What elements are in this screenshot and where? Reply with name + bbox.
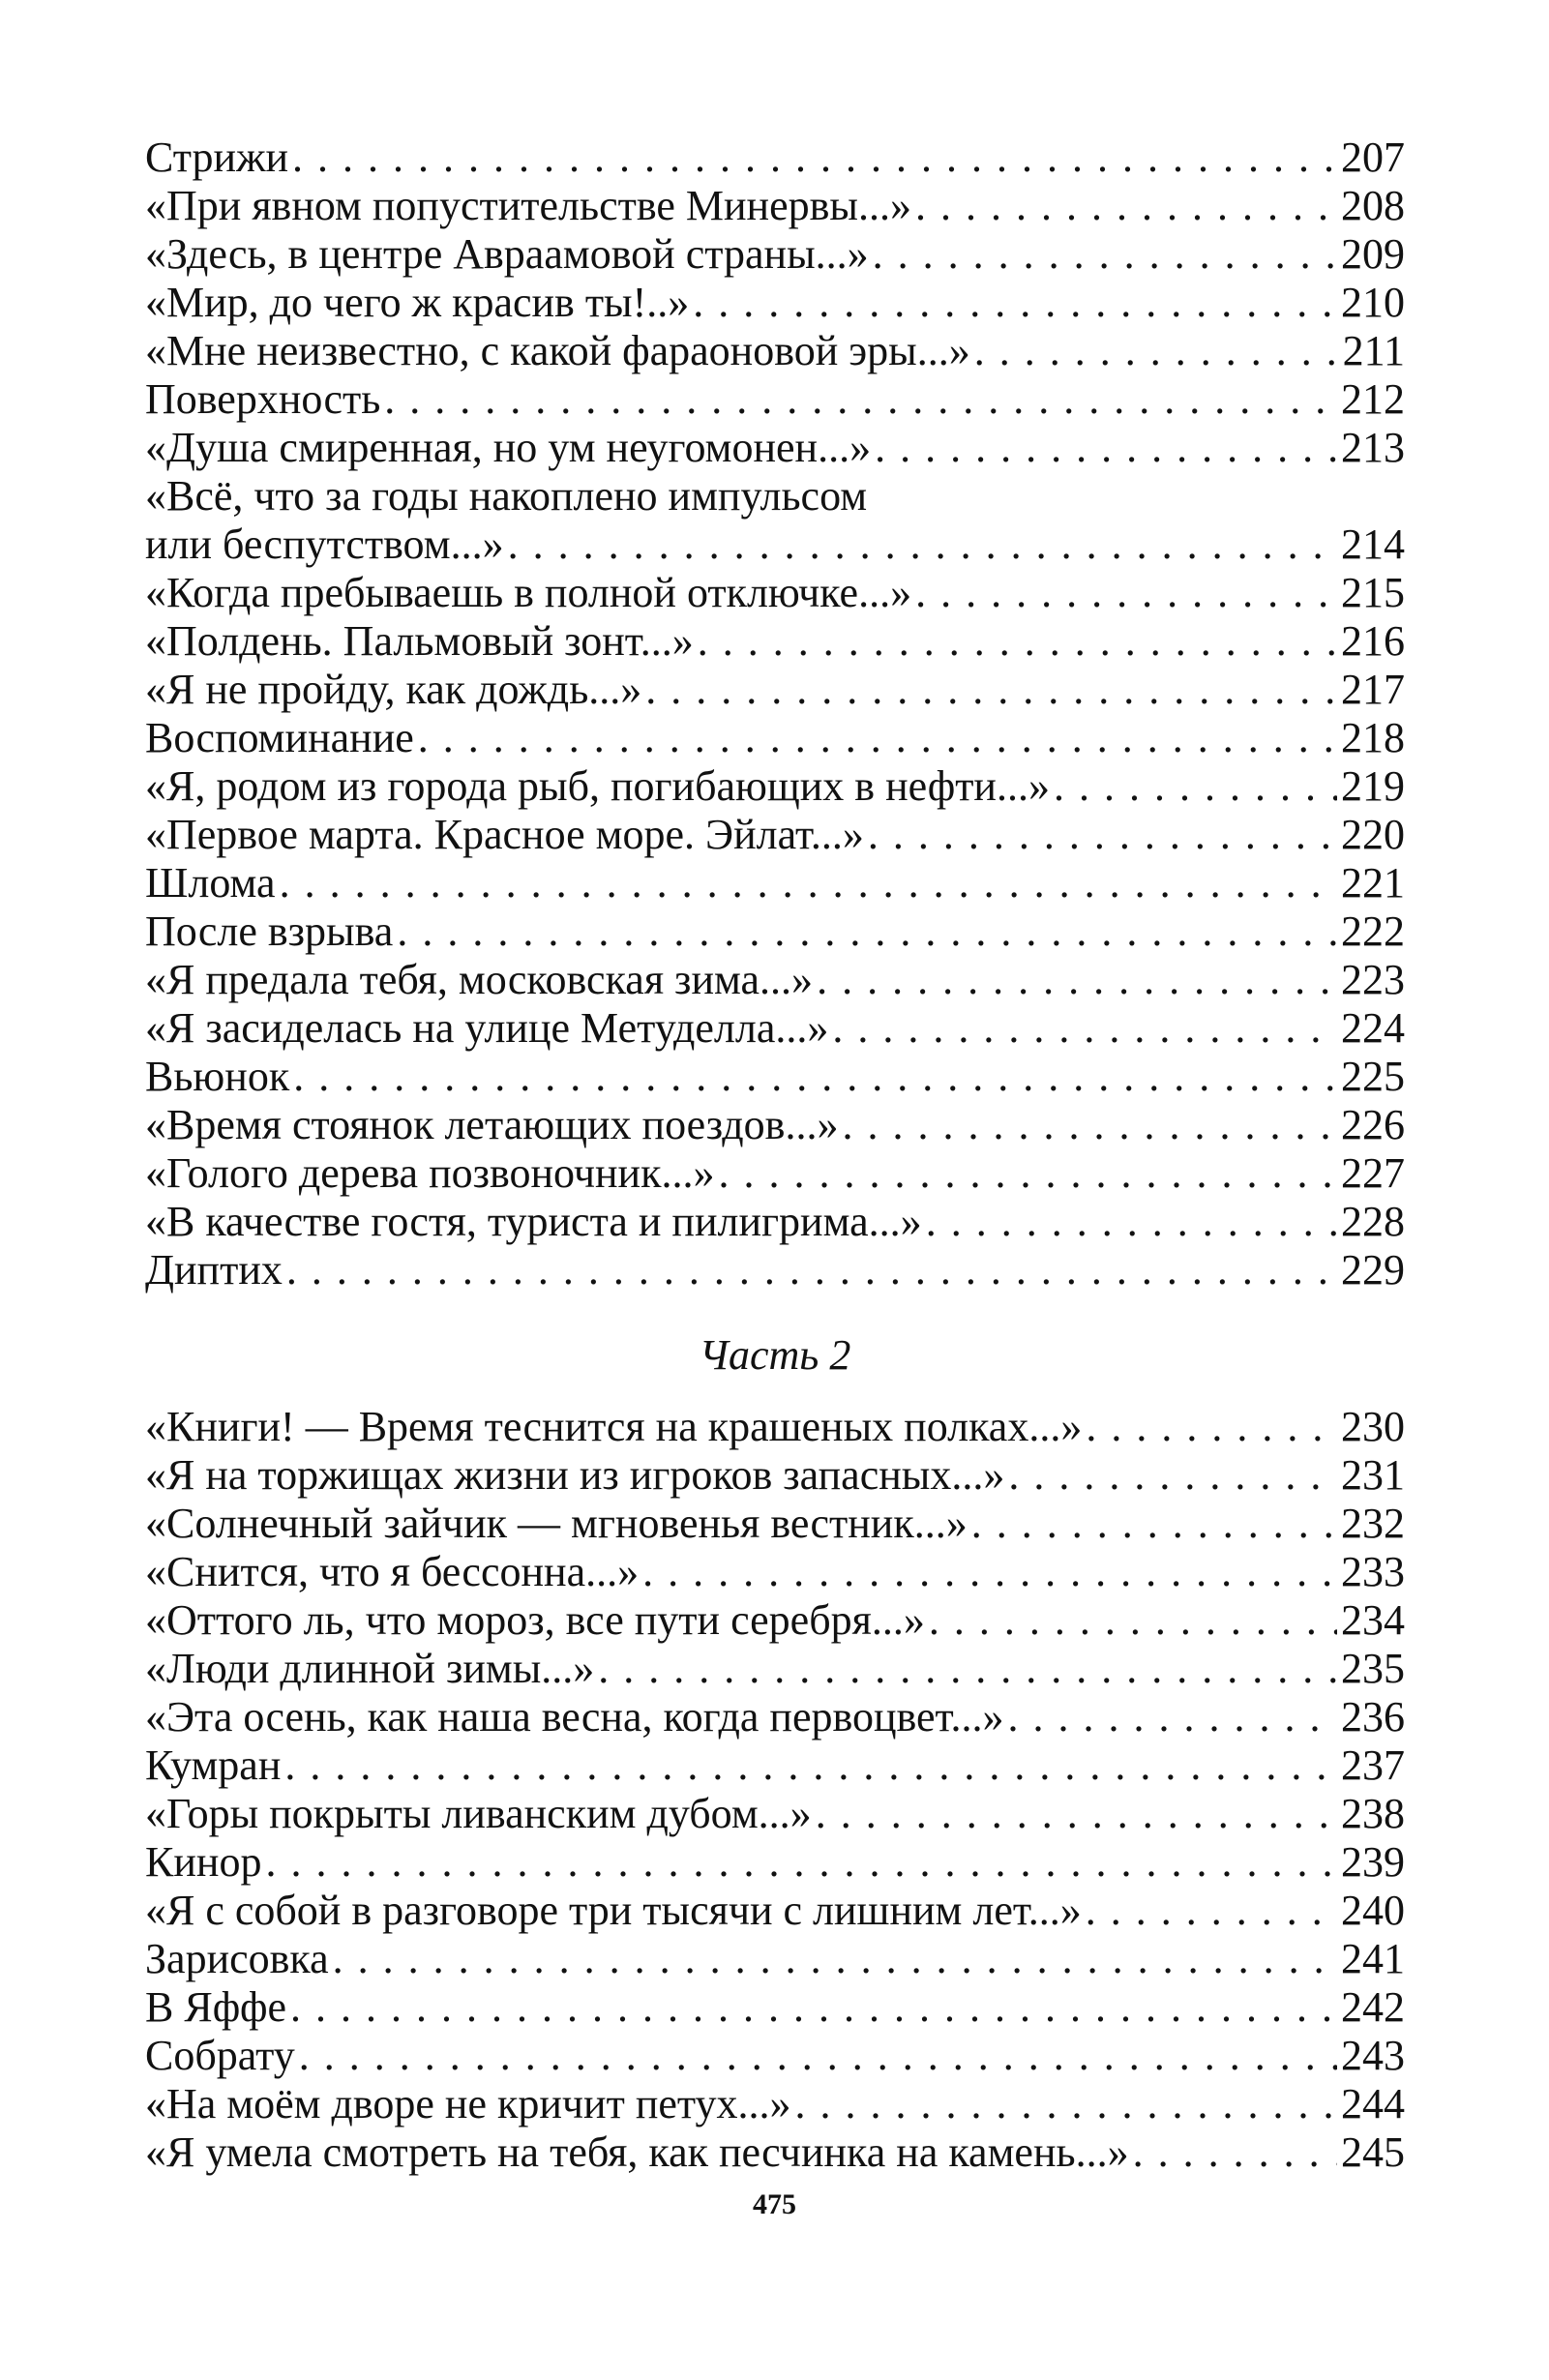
dot-leader xyxy=(915,182,1337,230)
dot-leader xyxy=(817,956,1337,1004)
toc-entry-title: «Душа смиренная, но ум неугомонен...» xyxy=(145,424,872,471)
toc-entry-title: После взрыва xyxy=(145,907,394,955)
toc-entry-title: «Оттого ль, что мороз, все пути серебря...» xyxy=(145,1596,925,1644)
toc-entry-page: 230 xyxy=(1341,1403,1405,1450)
dot-leader xyxy=(693,279,1337,327)
dot-leader xyxy=(718,1149,1337,1198)
toc-entry-page: 223 xyxy=(1341,956,1405,1003)
page-number: 475 xyxy=(753,2188,796,2220)
toc-entry xyxy=(145,907,1405,956)
toc-entry xyxy=(145,1887,1405,1935)
dot-leader xyxy=(873,230,1337,279)
toc-entry-page: 231 xyxy=(1341,1451,1405,1499)
toc-entry-title: «Я предала тебя, московская зима...» xyxy=(145,956,814,1003)
toc-entry-title: Собрату xyxy=(145,2032,295,2079)
toc-entry xyxy=(145,424,1405,472)
toc-entry-page: 224 xyxy=(1341,1004,1405,1052)
dot-leader xyxy=(1133,2128,1337,2177)
toc-entry xyxy=(145,811,1405,859)
toc-entry-title: «Книги! — Время теснится на крашеных полках...» xyxy=(145,1403,1083,1450)
toc-entry xyxy=(145,1645,1405,1693)
toc-entry-page: 226 xyxy=(1341,1101,1405,1148)
toc-entry-page: 214 xyxy=(1341,521,1405,568)
dot-leader xyxy=(280,859,1337,907)
toc-entry-page: 236 xyxy=(1341,1693,1405,1740)
toc-entry xyxy=(145,569,1405,617)
toc-entry-title: Диптих xyxy=(145,1246,283,1294)
toc-entry xyxy=(145,714,1405,762)
toc-entry-title: «Я не пройду, как дождь...» xyxy=(145,666,642,713)
toc-entry-page: 238 xyxy=(1341,1790,1405,1837)
toc-entry-page: 240 xyxy=(1341,1887,1405,1934)
toc-entry-title: Вьюнок xyxy=(145,1053,290,1100)
dot-leader xyxy=(292,134,1337,182)
toc-entry-page: 235 xyxy=(1341,1645,1405,1692)
toc-entry-title: Поверхность xyxy=(145,375,381,423)
toc-entry-page: 242 xyxy=(1341,1983,1405,2031)
toc-entry xyxy=(145,134,1405,182)
toc-entry xyxy=(145,2080,1405,2128)
toc-entry xyxy=(145,1983,1405,2032)
toc-entry-page: 208 xyxy=(1341,182,1405,229)
toc-entry xyxy=(145,1004,1405,1053)
toc-entry-page: 244 xyxy=(1341,2080,1405,2127)
dot-leader xyxy=(284,1741,1337,1790)
toc-entry-title: «При явном попустительстве Минервы...» xyxy=(145,182,911,229)
dot-leader xyxy=(418,714,1337,762)
toc-entry-title: «Снится, что я бессонна...» xyxy=(145,1548,640,1595)
dot-leader xyxy=(868,811,1337,859)
dot-leader xyxy=(1007,1693,1337,1741)
toc-entry-page: 216 xyxy=(1341,617,1405,665)
toc-entry-page: 227 xyxy=(1341,1149,1405,1197)
toc-entry-page: 213 xyxy=(1341,424,1405,471)
toc-entry-page: 207 xyxy=(1341,134,1405,181)
table-of-contents xyxy=(145,134,1405,2177)
toc-entry-page: 209 xyxy=(1341,230,1405,278)
toc-entry-page: 243 xyxy=(1341,2032,1405,2079)
toc-entry-title: или беспутством...» xyxy=(145,521,504,568)
dot-leader xyxy=(598,1645,1337,1693)
dot-leader xyxy=(842,1101,1337,1149)
toc-entry xyxy=(145,1790,1405,1838)
toc-entry-title: В Яффе xyxy=(145,1983,286,2031)
toc-entry-title: «Я с собой в разговоре три тысячи с лишним лет...» xyxy=(145,1887,1082,1934)
toc-entry xyxy=(145,617,1405,666)
toc-entry-page: 234 xyxy=(1341,1596,1405,1644)
toc-entry-title: «Мир, до чего ж красив ты!..» xyxy=(145,279,690,326)
toc-entry-page: 222 xyxy=(1341,907,1405,955)
dot-leader xyxy=(795,2080,1337,2128)
toc-entry xyxy=(145,859,1405,907)
toc-entry-title: «Голого дерева позвоночник...» xyxy=(145,1149,715,1197)
toc-entry-title: «Полдень. Пальмовый зонт...» xyxy=(145,617,694,665)
toc-entry xyxy=(145,1451,1405,1500)
dot-leader xyxy=(265,1838,1337,1887)
toc-entry-title: «Когда пребываешь в полной отключке...» xyxy=(145,569,912,616)
toc-entry-title: «Первое марта. Красное море. Эйлат...» xyxy=(145,811,864,858)
toc-entry xyxy=(145,1548,1405,1596)
toc-entry xyxy=(145,1053,1405,1101)
section-heading-part-2: Часть 2 xyxy=(699,1331,851,1379)
toc-entry-title: «В качестве гостя, туриста и пилигрима...» xyxy=(145,1198,922,1245)
toc-part-1 xyxy=(145,134,1405,1294)
dot-leader xyxy=(293,1053,1337,1101)
toc-entry-page: 215 xyxy=(1341,569,1405,616)
toc-entry-title: Воспоминание xyxy=(145,714,414,761)
toc-entry-title: Кумран xyxy=(145,1741,282,1789)
toc-entry-title: Стрижи xyxy=(145,134,289,181)
dot-leader xyxy=(816,1790,1337,1838)
dot-leader xyxy=(926,1198,1337,1246)
dot-leader xyxy=(974,327,1339,375)
dot-leader xyxy=(642,1548,1337,1596)
dot-leader xyxy=(1054,762,1337,811)
toc-entry-page: 211 xyxy=(1342,327,1405,374)
toc-entry xyxy=(145,1149,1405,1198)
dot-leader xyxy=(1086,1887,1337,1935)
toc-entry xyxy=(145,1596,1405,1645)
toc-entry-title: «Время стоянок летающих поездов...» xyxy=(145,1101,839,1148)
toc-entry xyxy=(145,1101,1405,1149)
dot-leader xyxy=(645,666,1337,714)
toc-entry-title: «Эта осень, как наша весна, когда первоцвет...» xyxy=(145,1693,1004,1740)
toc-entry xyxy=(145,521,1405,569)
toc-entry xyxy=(145,2128,1405,2177)
toc-entry-title: «На моём дворе не кричит петух...» xyxy=(145,2080,791,2127)
toc-entry-title: «Солнечный зайчик — мгновенья вестник...» xyxy=(145,1500,968,1547)
dot-leader xyxy=(1086,1403,1337,1451)
toc-entry-title: Кинор xyxy=(145,1838,262,1886)
dot-leader xyxy=(508,521,1337,569)
dot-leader xyxy=(384,375,1337,424)
dot-leader xyxy=(698,617,1337,666)
toc-entry-title-line: «Всё, что за годы накоплено импульсом xyxy=(145,472,868,520)
toc-entry-page: 237 xyxy=(1341,1741,1405,1789)
toc-entry-page: 241 xyxy=(1341,1935,1405,1982)
toc-entry xyxy=(145,1838,1405,1887)
toc-entry-page: 233 xyxy=(1341,1548,1405,1595)
dot-leader xyxy=(290,1983,1337,2032)
toc-entry xyxy=(145,2032,1405,2080)
toc-entry xyxy=(145,1741,1405,1790)
toc-entry xyxy=(145,762,1405,811)
dot-leader xyxy=(333,1935,1337,1983)
toc-entry-page: 228 xyxy=(1341,1198,1405,1245)
toc-entry xyxy=(145,327,1405,375)
toc-entry-page: 225 xyxy=(1341,1053,1405,1100)
toc-entry-title: Зарисовка xyxy=(145,1935,329,1982)
toc-entry-title: Шлома xyxy=(145,859,276,907)
toc-part-2 xyxy=(145,1403,1405,2177)
toc-entry-page: 218 xyxy=(1341,714,1405,761)
toc-entry-page: 232 xyxy=(1341,1500,1405,1547)
toc-entry xyxy=(145,1246,1405,1294)
toc-entry-title: «Горы покрыты ливанским дубом...» xyxy=(145,1790,812,1837)
dot-leader xyxy=(971,1500,1337,1548)
toc-entry xyxy=(145,1403,1405,1451)
toc-entry-title: «Я засиделась на улице Метуделла...» xyxy=(145,1004,829,1052)
toc-entry xyxy=(145,182,1405,230)
toc-entry-page: 245 xyxy=(1341,2128,1405,2176)
toc-entry xyxy=(145,1935,1405,1983)
toc-entry-page: 221 xyxy=(1341,859,1405,907)
toc-entry-title: «Люди длинной зимы...» xyxy=(145,1645,595,1692)
toc-entry-title: «Мне неизвестно, с какой фараоновой эры...» xyxy=(145,327,970,374)
toc-entry xyxy=(145,1198,1405,1246)
toc-entry-page: 239 xyxy=(1341,1838,1405,1886)
toc-entry-page: 229 xyxy=(1341,1246,1405,1294)
dot-leader xyxy=(397,907,1337,956)
dot-leader xyxy=(875,424,1337,472)
toc-entry xyxy=(145,279,1405,327)
dot-leader xyxy=(1008,1451,1337,1500)
dot-leader xyxy=(929,1596,1337,1645)
toc-entry-page: 210 xyxy=(1341,279,1405,326)
toc-entry xyxy=(145,230,1405,279)
toc-entry-title: «Я на торжищах жизни из игроков запасных...» xyxy=(145,1451,1005,1499)
dot-leader xyxy=(915,569,1337,617)
toc-entry xyxy=(145,1500,1405,1548)
dot-leader xyxy=(286,1246,1337,1294)
toc-entry-title: «Я умела смотреть на тебя, как песчинка на камень...» xyxy=(145,2128,1129,2176)
toc-entry-page: 212 xyxy=(1341,375,1405,423)
toc-entry-page: 220 xyxy=(1341,811,1405,858)
dot-leader xyxy=(299,2032,1337,2080)
toc-entry xyxy=(145,1693,1405,1741)
toc-entry-page: 219 xyxy=(1341,762,1405,810)
toc-entry xyxy=(145,666,1405,714)
dot-leader xyxy=(832,1004,1337,1053)
toc-entry-title: «Я, родом из города рыб, погибающих в нефти...» xyxy=(145,762,1050,810)
toc-entry-page: 217 xyxy=(1341,666,1405,713)
toc-entry-title: «Здесь, в центре Авраамовой страны...» xyxy=(145,230,869,278)
toc-entry xyxy=(145,956,1405,1004)
toc-entry xyxy=(145,375,1405,424)
